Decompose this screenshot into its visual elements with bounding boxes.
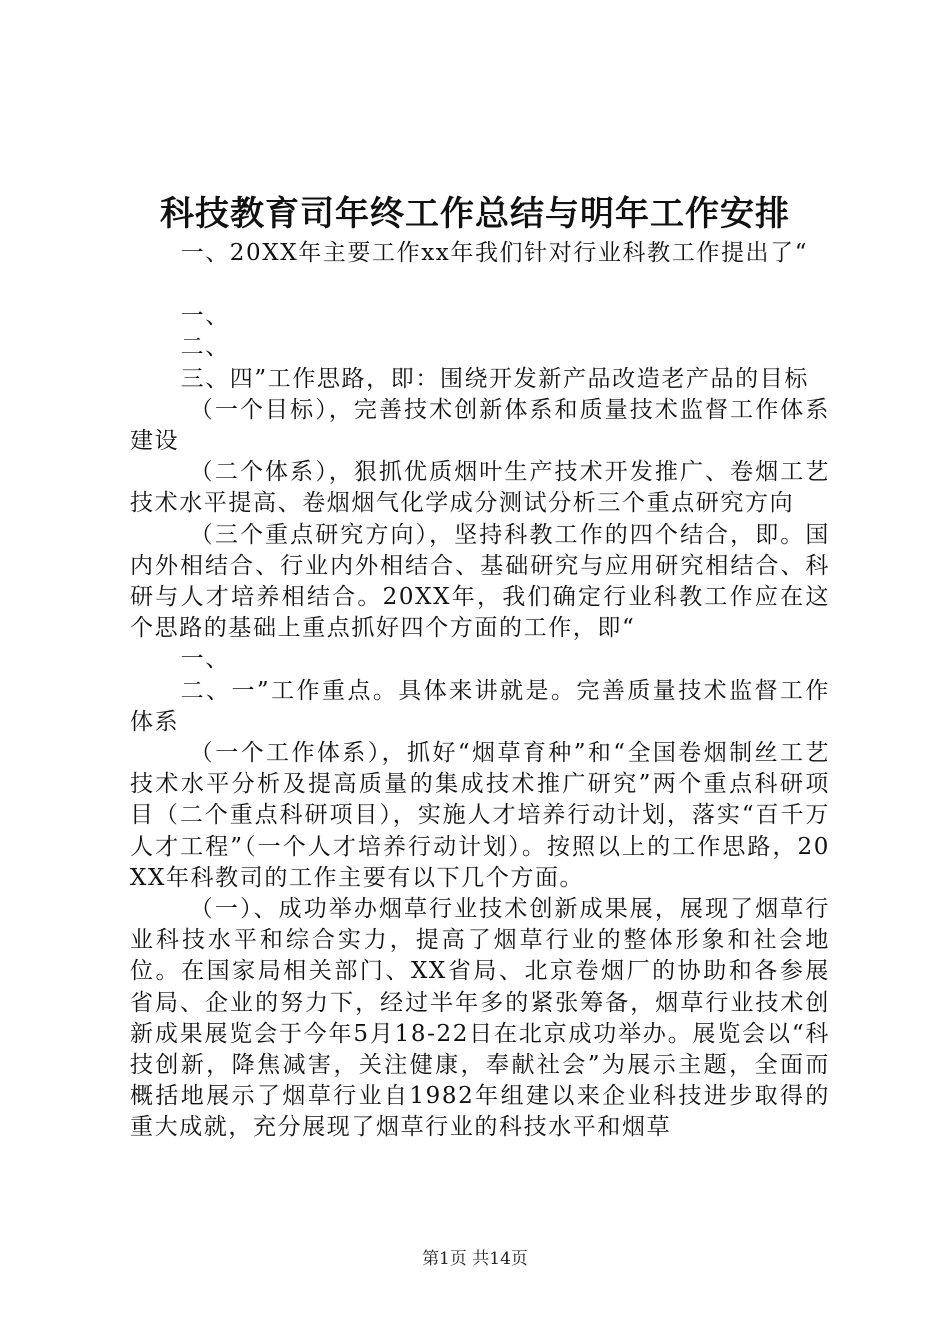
page-number-footer: 第1页 共14页	[422, 1249, 528, 1269]
paragraph-1: 一、20XX年主要工作xx年我们针对行业科教工作提出了“	[180, 240, 809, 266]
paragraph-10: （一个工作体系），抓好“烟草育种”和“全国卷烟制丝工艺技术水平分析及提高质量的集成技术推广研究”两个重点科研项目（二个重点科研项目），实施人才培养行动计划，落实“百千万人才工程”（一个人才培养行动计划）。按照以上的工作思路，20XX年科教司的工作主要有以下几个方面。	[130, 740, 830, 891]
paragraph-gap	[130, 269, 830, 301]
paragraph-3: 二、	[180, 334, 230, 361]
paragraph-8: 一、	[180, 646, 230, 673]
document-title: 科技教育司年终工作总结与明年工作安排	[160, 194, 790, 234]
paragraph-9: 二、一”工作重点。具体来讲就是。完善质量技术监督工作体系	[130, 677, 830, 735]
document-body	[130, 238, 830, 1144]
paragraph-4: 三、四”工作思路，即：围绕开发新产品改造老产品的目标	[180, 365, 809, 392]
paragraph-7: （三个重点研究方向），坚持科教工作的四个结合，即。国内外相结合、行业内外相结合、基础研究与应用研究相结合、科研与人才培养相结合。20XX年，我们确定行业科教工作应在这个思路的基础上重点抓好四个方面的工作，即“	[130, 521, 830, 642]
paragraph-11: （一）、成功举办烟草行业技术创新成果展，展现了烟草行业科技水平和综合实力，提高了烟草行业的整体形象和社会地位。在国家局相关部门、XX省局、北京卷烟厂的协助和各参展省局、企业的努力下，经过半年多的紧张筹备，烟草行业技术创新成果展览会于今年5月18-22日在北京成功举办。展览会以“科技创新，降焦减害，关注健康，奉献社会”为展示主题，全面而概括地展示了烟草行业自1982年组建以来企业科技进步取得的重大成就，充分展现了烟草行业的科技水平和烟草	[130, 896, 830, 1141]
paragraph-6: （二个体系），狠抓优质烟叶生产技术开发推广、卷烟工艺技术水平提高、卷烟烟气化学成分测试分析三个重点研究方向	[130, 459, 830, 517]
paragraph-5: （一个目标），完善技术创新体系和质量技术监督工作体系建设	[130, 396, 830, 455]
paragraph-2: 一、	[180, 303, 230, 330]
